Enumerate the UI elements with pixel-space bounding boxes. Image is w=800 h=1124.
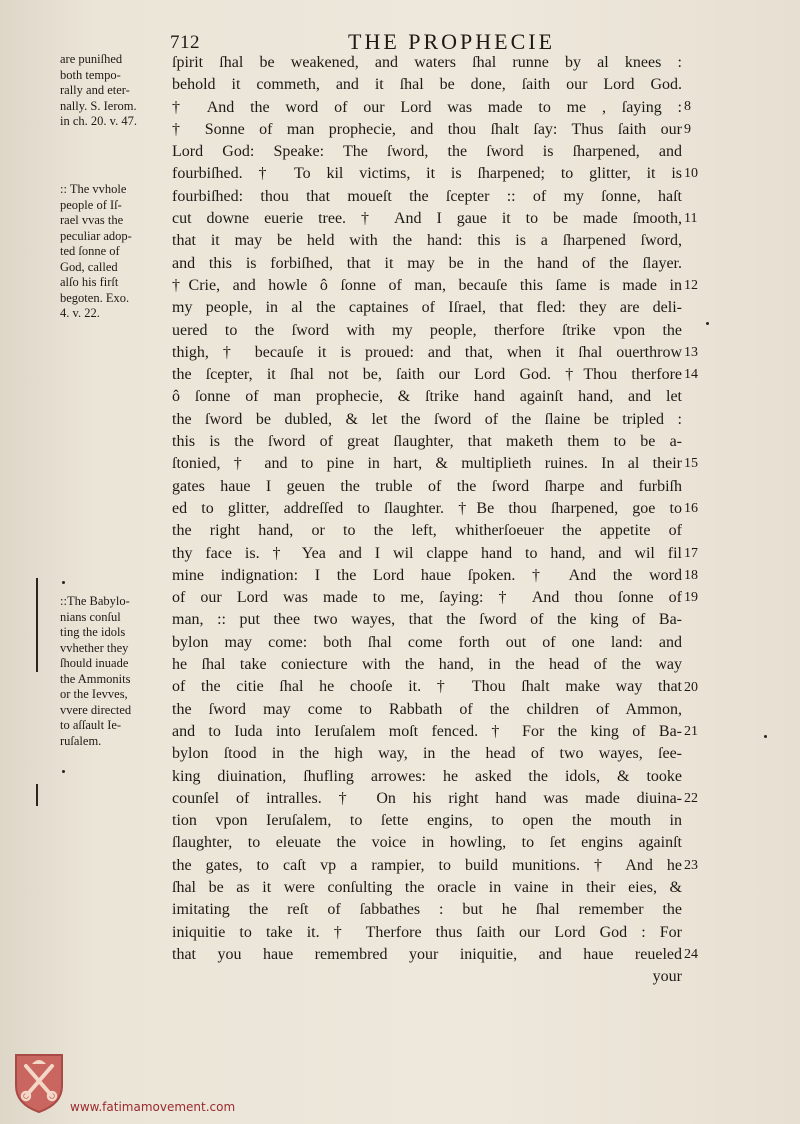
text-line: uered to the ſword with my people, therfore ſtrike vpon the [172, 321, 682, 339]
text-line: † Sonne of man prophecie, and thou ſhalt ſay: Thus ſaith our [172, 120, 682, 138]
text-line: that you haue remembred your iniquitie, and haue reueled [172, 945, 682, 963]
text-line: thy face is. † Yea and I wil clappe hand to hand, and wil fil [172, 544, 682, 562]
text-line: ſhal be as it were conſulting the oracle in vaine in their eies, & [172, 878, 682, 896]
text-line: the gates, to caſt vp a rampier, to build munitions. † And he [172, 856, 682, 874]
text-line: counſel of intralles. † On his right hand was made diuina- [172, 789, 682, 807]
text-line: man, :: put thee two wayes, that the ſword of the king of Ba- [172, 611, 682, 629]
verse-number: 15 [684, 456, 698, 471]
verse-number: 11 [684, 211, 698, 226]
verse-number: 18 [684, 568, 698, 583]
text-line: and to Iuda into Ieruſalem moſt fenced. † For the king of Ba- [172, 722, 682, 740]
margin-note: :: The vvhole people of Iſ- rael vvas the peculiar adop- ted ſonne of God, called alſo his firſt begoten. Exo. 4. v. 22. [60, 182, 132, 320]
text-line: gates haue I geuen the truble of the ſword ſharpe and furbiſh [172, 477, 682, 495]
running-title: THE PROPHECIE [348, 29, 556, 54]
verse-number: 12 [684, 278, 698, 293]
text-line: fourbiſhed: thou that moueſt the ſcepter :: of my ſonne, haſt [172, 187, 682, 205]
text-line: fourbiſhed. † To kil victims, it is ſharpened; to glitter, it is [172, 165, 682, 183]
page-header [170, 28, 730, 54]
text-line: †Crie, and howle ô ſonne of man, becauſe this ſame is made in [172, 276, 682, 294]
text-line: ſpirit ſhal be weakened, and waters ſhal runne by al knees : [172, 54, 682, 71]
text-line: this is the ſword of great ſlaughter, that maketh them to be a- [172, 433, 682, 451]
verse-number: 20 [684, 680, 698, 695]
verse-number: 19 [684, 590, 698, 605]
text-line: ſtonied, † and to pine in hart, & multiplieth ruines. In al their [172, 455, 682, 473]
verse-number: 24 [684, 947, 698, 962]
footer-url: www.fatimamovement.com [70, 1100, 236, 1114]
verse-number: 23 [684, 858, 698, 873]
margin-rule [36, 784, 38, 806]
verse-number: 8 [684, 99, 691, 114]
verse-number: 22 [684, 791, 698, 806]
verse-number: 13 [684, 345, 698, 360]
margin-rule [36, 578, 38, 672]
text-line: tion vpon Ieruſalem, to ſette engins, to open the mouth in [172, 812, 682, 830]
text-line: thigh, † becauſe it is proued: and that, when it ſhal ouerthrow [172, 343, 682, 361]
text-line: bylon ſtood in the high way, in the head of two wayes, ſee- [172, 745, 682, 763]
verse-number: 21 [684, 724, 698, 739]
text-line: of the citie ſhal he chooſe it. † Thou ſhalt make way that [172, 678, 682, 696]
main-text-column [172, 52, 682, 988]
text-line: king diuination, ſhufling arrowes: he asked the idols, & tooke [172, 767, 682, 785]
page-number: 712 [170, 32, 200, 53]
margin-dot [62, 581, 65, 584]
text-line: iniquitie to take it. † Therfore thus ſaith our Lord God : For [172, 923, 682, 941]
text-line: mine indignation: I the Lord haue ſpoken. † And the word [172, 566, 682, 584]
verse-number: 9 [684, 122, 691, 137]
margin-dot [764, 735, 767, 738]
catchword: your [652, 968, 682, 986]
text-line: Lord God: Speake: The ſword, the ſword is ſharpened, and [172, 143, 682, 161]
text-line: my people, in al the captaines of Iſrael, that fled: they are deli- [172, 299, 682, 317]
text-line: and this is forbiſhed, that it may be in the hand of the ſlayer. [172, 254, 682, 272]
text-line: the ſword may come to Rabbath of the children of Ammon, [172, 700, 682, 718]
text-line: ed to glitter, addreſſed to ſlaughter. †Be thou ſharpened, goe to [172, 499, 682, 517]
verse-number: 16 [684, 501, 698, 516]
text-line: of our Lord was made to me, ſaying: † And thou ſonne of [172, 589, 682, 607]
text-line: cut downe euerie tree. † And I gaue it to be made ſmooth, [172, 210, 682, 228]
text-line: imitating the reſt of ſabbathes : but he ſhal remember the [172, 901, 682, 919]
text-line: behold it commeth, and it ſhal be done, ſaith our Lord God. [172, 76, 682, 94]
text-line: the ſword be dubled, & let the ſword of the ſlaine be tripled : [172, 410, 682, 428]
text-line: that it may be held with the hand: this is a ſharpened ſword, [172, 232, 682, 250]
text-line: the right hand, or to the left, whitherſoeuer the appetite of [172, 522, 682, 540]
margin-note: are puniſhed both tempo- rally and eter- nally. S. Ierom. in ch. 20. v. 47. [60, 52, 137, 128]
text-line: bylon may come: both ſhal come forth out of one land: and [172, 633, 682, 651]
text-line: the ſcepter, it ſhal not be, ſaith our Lord God. †Thou therfore [172, 366, 682, 384]
verse-number: 17 [684, 546, 698, 561]
margin-dot [706, 322, 709, 325]
papal-keys-emblem-icon [12, 1052, 66, 1114]
margin-dot [62, 770, 65, 773]
text-line: he ſhal take coniecture with the hand, in the head of the way [172, 656, 682, 674]
text-line: ſlaughter, to eleuate the voice in howling, to ſet engins againſt [172, 834, 682, 852]
text-line: † And the word of our Lord was made to me , ſaying : [172, 98, 682, 116]
margin-note: ::The Babylo- nians conſul ting the idols vvhether they ſhould inuade the Ammonits or the Ievves, vvere directed to aſſault Ie- ruſalem. [60, 594, 132, 748]
verse-number: 14 [684, 367, 698, 382]
text-line: ô ſonne of man prophecie, & ſtrike hand againſt hand, and let [172, 388, 682, 406]
verse-number: 10 [684, 166, 698, 181]
